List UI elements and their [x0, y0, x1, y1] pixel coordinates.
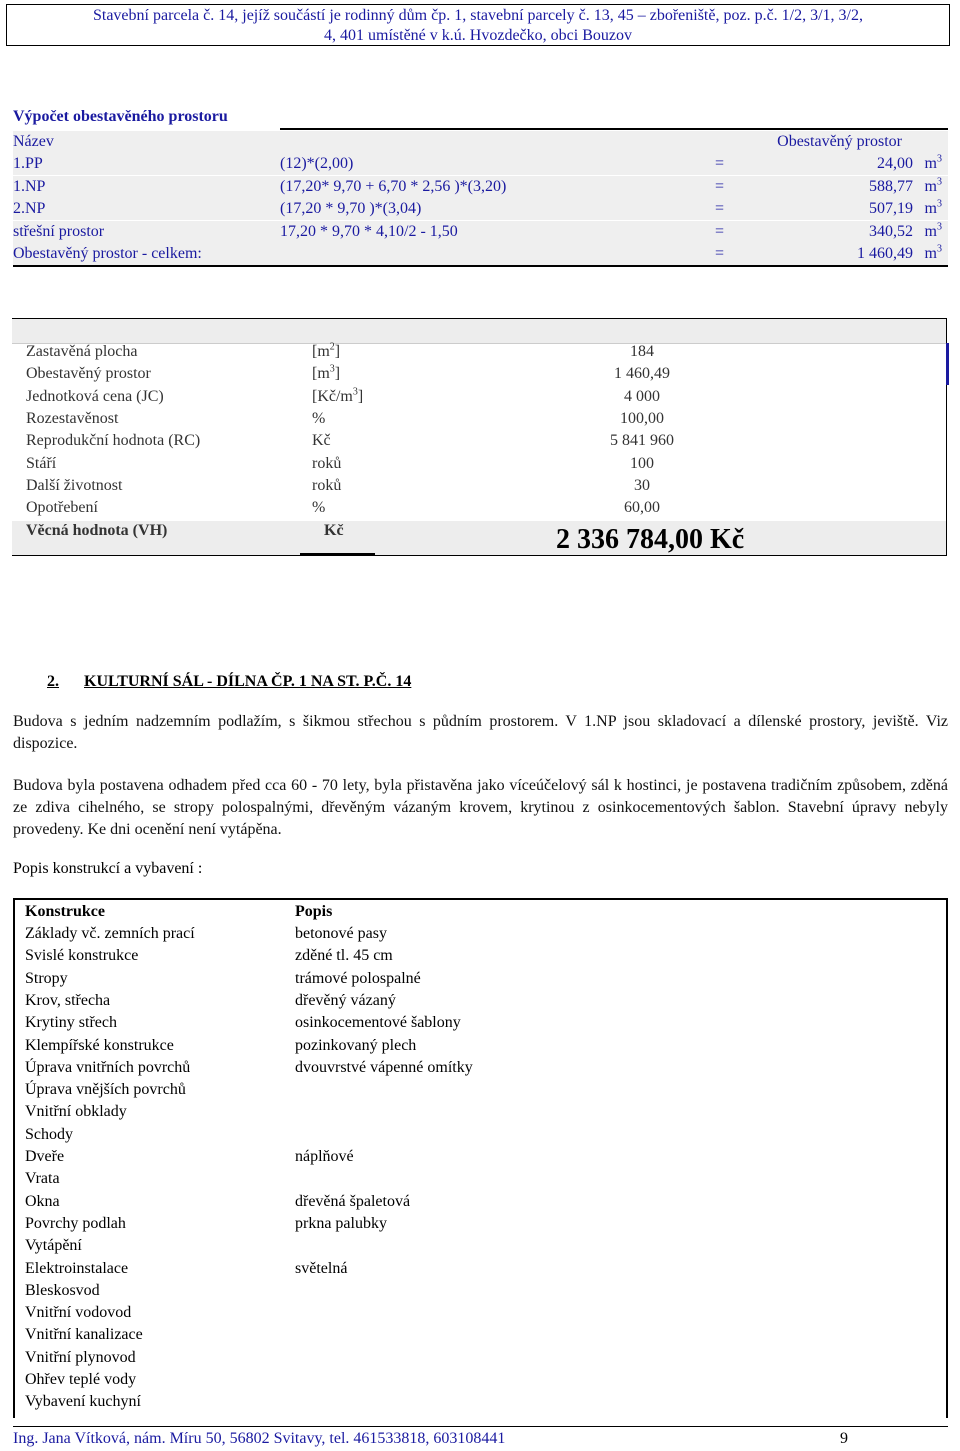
construction-item: Vrata	[25, 1170, 60, 1188]
calc-row-unit	[925, 178, 942, 196]
calc-row	[13, 243, 948, 265]
construction-description: betonové pasy	[295, 925, 387, 942]
construction-item: Dveře	[25, 1148, 65, 1165]
calc-bottom-rule	[13, 265, 948, 267]
valuation-unit	[312, 477, 341, 495]
section-title: KULTURNÍ SÁL - DÍLNA ČP. 1 NA ST. P.Č. 14	[84, 673, 412, 690]
valuation-unit	[312, 343, 340, 361]
calc-unit-base: m	[924, 200, 937, 217]
page-header	[6, 4, 950, 46]
calc-row-name: 1.NP	[13, 178, 46, 195]
valuation-label: Další životnost	[26, 476, 123, 494]
valuation-value: 1 460,49	[614, 365, 670, 383]
construction-description: náplňové	[295, 1148, 354, 1165]
header-line-2: 4, 401 umístěné v k.ú. Hvozdečko, obci Bouzov	[324, 27, 632, 44]
calc-row-value: 1 460,49	[857, 245, 913, 262]
calc-unit-sup: 3	[937, 198, 942, 210]
total-unit: Kč	[324, 522, 344, 539]
construction-description: osinkocementové šablony	[295, 1014, 461, 1032]
calc-row-unit	[925, 245, 942, 263]
construction-col-1: Konstrukce	[25, 903, 105, 920]
construction-description: pozinkovaný plech	[295, 1036, 417, 1054]
valuation-label: Jednotková cena (JC)	[26, 387, 164, 405]
calc-row-name: střešní prostor	[13, 223, 105, 240]
valuation-top-bar	[12, 319, 946, 344]
construction-item: Vnitřní vodovod	[25, 1304, 132, 1322]
calc-row-unit	[925, 223, 942, 241]
valuation-unit-part: 3	[329, 363, 335, 375]
valuation-unit	[312, 499, 325, 517]
construction-item: Vnitřní obklady	[25, 1103, 127, 1121]
valuation-label: Reprodukční hodnota (RC)	[26, 432, 201, 450]
calc-row-value: 340,52	[869, 223, 913, 240]
calc-row-equals: =	[715, 245, 725, 262]
valuation-label: Obestavěný prostor	[26, 365, 151, 383]
construction-item: Krytiny střech	[25, 1014, 117, 1032]
valuation-unit-part: %	[312, 409, 326, 427]
calc-row	[13, 176, 948, 198]
calc-unit-base: m	[924, 223, 937, 240]
total-label: Věcná hodnota (VH)	[26, 522, 168, 539]
calc-row-value: 588,77	[869, 178, 913, 195]
calc-row-equals: =	[715, 200, 725, 217]
construction-item: Krov, střecha	[25, 991, 111, 1009]
valuation-unit-part: [m	[312, 365, 330, 383]
calc-col-volume: Obestavěný prostor	[777, 133, 902, 150]
valuation-label: Zastavěná plocha	[26, 343, 138, 360]
valuation-unit-part: %	[312, 499, 326, 517]
construction-item: Stropy	[25, 969, 68, 987]
calc-row-name: 2.NP	[13, 200, 46, 217]
calc-unit-sup: 3	[937, 153, 942, 165]
calc-header-row	[13, 131, 948, 153]
construction-item: Klempířské konstrukce	[25, 1036, 174, 1054]
valuation-label: Opotřebení	[26, 499, 98, 517]
construction-item: Schody	[25, 1125, 73, 1143]
construction-description: světelná	[295, 1259, 348, 1277]
valuation-unit	[312, 365, 340, 383]
valuation-value: 60,00	[624, 499, 660, 517]
valuation-label: Rozestavěnost	[26, 409, 119, 427]
footer-rule	[13, 1426, 948, 1427]
construction-item: Vnitřní kanalizace	[25, 1326, 143, 1344]
valuation-unit-part: ]	[334, 365, 341, 383]
description-para-1: Budova s jedním nadzemním podlažím, s šikmou střechou s půdním prostorem. V 1.NP jsou skladovací a dílenské prostory, jeviště. Viz dispozice.	[13, 713, 948, 752]
construction-item: Vytápění	[25, 1237, 82, 1255]
valuation-value: 30	[634, 476, 650, 494]
calc-row-formula: (17,20 * 9,70 )*(3,04)	[280, 200, 422, 217]
calc-row-value: 507,19	[869, 200, 913, 217]
valuation-value: 100	[630, 454, 654, 472]
construction-item: Okna	[25, 1192, 60, 1210]
header-line-1: Stavební parcela č. 14, jejíž součástí je rodinný dům čp. 1, stavební parcely č. 13, 45 – zbořeniště, poz. p.č. 1/2, 3/1, 3/2,	[92, 7, 863, 24]
construction-item: Svislé konstrukce	[25, 947, 139, 965]
construction-description: trámové polospalné	[295, 969, 421, 987]
calc-row-equals: =	[715, 223, 725, 240]
valuation-value: 100,00	[620, 409, 664, 427]
calc-unit-sup: 3	[937, 221, 942, 233]
calc-row-unit	[925, 200, 942, 218]
valuation-unit	[312, 455, 341, 473]
valuation-unit-part: [m	[312, 343, 330, 360]
construction-item: Úprava vnitřních povrchů	[25, 1058, 191, 1076]
valuation-unit-part: roků	[312, 476, 342, 494]
construction-description: dvouvrstvé vápenné omítky	[295, 1058, 473, 1076]
construction-table	[13, 898, 948, 1418]
calc-unit-base: m	[924, 155, 937, 172]
calc-unit-base: m	[924, 178, 937, 195]
calc-row	[13, 198, 948, 220]
calc-unit-sup: 3	[937, 243, 942, 255]
total-unit-rule	[300, 553, 375, 555]
valuation-unit	[312, 432, 331, 450]
valuation-unit-part: [Kč/m	[312, 387, 353, 405]
construction-heading: Popis konstrukcí a vybavení :	[13, 860, 203, 877]
description-para-2: Budova byla postavena odhadem před cca 60 - 70 lety, byla přistavěna jako víceúčelový sál k hostinci, je postavena tradičním způsobem, zděná ze zdiva cihelného, se stropy polospalnými, dřevěným vázaným krovem, krytinou z osinkocementových šablon. Stavební úpravy nebyly provedeny. Ke dni ocenění není vytápěna.	[13, 777, 948, 838]
construction-description: dřevěná špaletová	[295, 1192, 411, 1210]
construction-description: prkna palubky	[295, 1214, 387, 1232]
calc-row-name: 1.PP	[13, 155, 43, 172]
calc-row-equals: =	[715, 155, 725, 172]
valuation-value: 184	[630, 343, 654, 360]
valuation-unit-part: 3	[352, 386, 358, 398]
construction-item: Povrchy podlah	[25, 1214, 126, 1232]
valuation-unit	[312, 410, 325, 428]
total-value: 2 336 784,00 Kč	[556, 524, 745, 555]
construction-item: Vybavení kuchyní	[25, 1393, 141, 1411]
construction-description: zděné tl. 45 cm	[295, 947, 393, 965]
valuation-accent	[946, 343, 949, 385]
calc-row-unit	[925, 155, 942, 173]
valuation-unit-part: 2	[329, 341, 335, 353]
construction-col-2: Popis	[295, 903, 333, 920]
valuation-unit-part: ]	[334, 343, 341, 360]
valuation-label: Stáří	[26, 454, 57, 472]
construction-item: Základy vč. zemních prací	[25, 925, 195, 942]
valuation-unit-part: ]	[357, 387, 364, 405]
valuation-value: 5 841 960	[610, 432, 674, 450]
calc-row-value: 24,00	[877, 155, 913, 172]
calc-row	[13, 153, 948, 175]
construction-item: Úprava vnějších povrchů	[25, 1081, 186, 1099]
construction-description: dřevěný vázaný	[295, 991, 396, 1009]
construction-item: Bleskosvod	[25, 1281, 100, 1299]
calc-row	[13, 221, 948, 243]
footer-text: Ing. Jana Vítková, nám. Míru 50, 56802 Svitavy, tel. 461533818, 603108441	[13, 1430, 506, 1447]
calc-row-formula: 17,20 * 9,70 * 4,10/2 - 1,50	[280, 223, 458, 240]
construction-item: Elektroinstalace	[25, 1259, 129, 1277]
calc-row-equals: =	[715, 178, 725, 195]
calc-unit-sup: 3	[937, 176, 942, 188]
construction-item: Vnitřní plynovod	[25, 1348, 136, 1366]
valuation-unit	[312, 388, 363, 406]
valuation-unit-part: roků	[312, 454, 342, 472]
page-number: 9	[840, 1430, 848, 1447]
valuation-value: 4 000	[624, 387, 660, 405]
calc-col-name: Název	[13, 133, 54, 150]
construction-item: Ohřev teplé vody	[25, 1371, 137, 1388]
valuation-unit-part: Kč	[312, 432, 331, 450]
calc-unit-base: m	[924, 245, 937, 262]
calc-row-formula: (17,20* 9,70 + 6,70 * 2,56 )*(3,20)	[280, 178, 507, 195]
section-number: 2.	[47, 673, 59, 690]
calc-row-name: Obestavěný prostor - celkem:	[13, 245, 202, 262]
calc-title: Výpočet obestavěného prostoru	[13, 108, 228, 125]
calc-row-formula: (12)*(2,00)	[280, 155, 354, 172]
calc-top-rule	[280, 128, 948, 130]
